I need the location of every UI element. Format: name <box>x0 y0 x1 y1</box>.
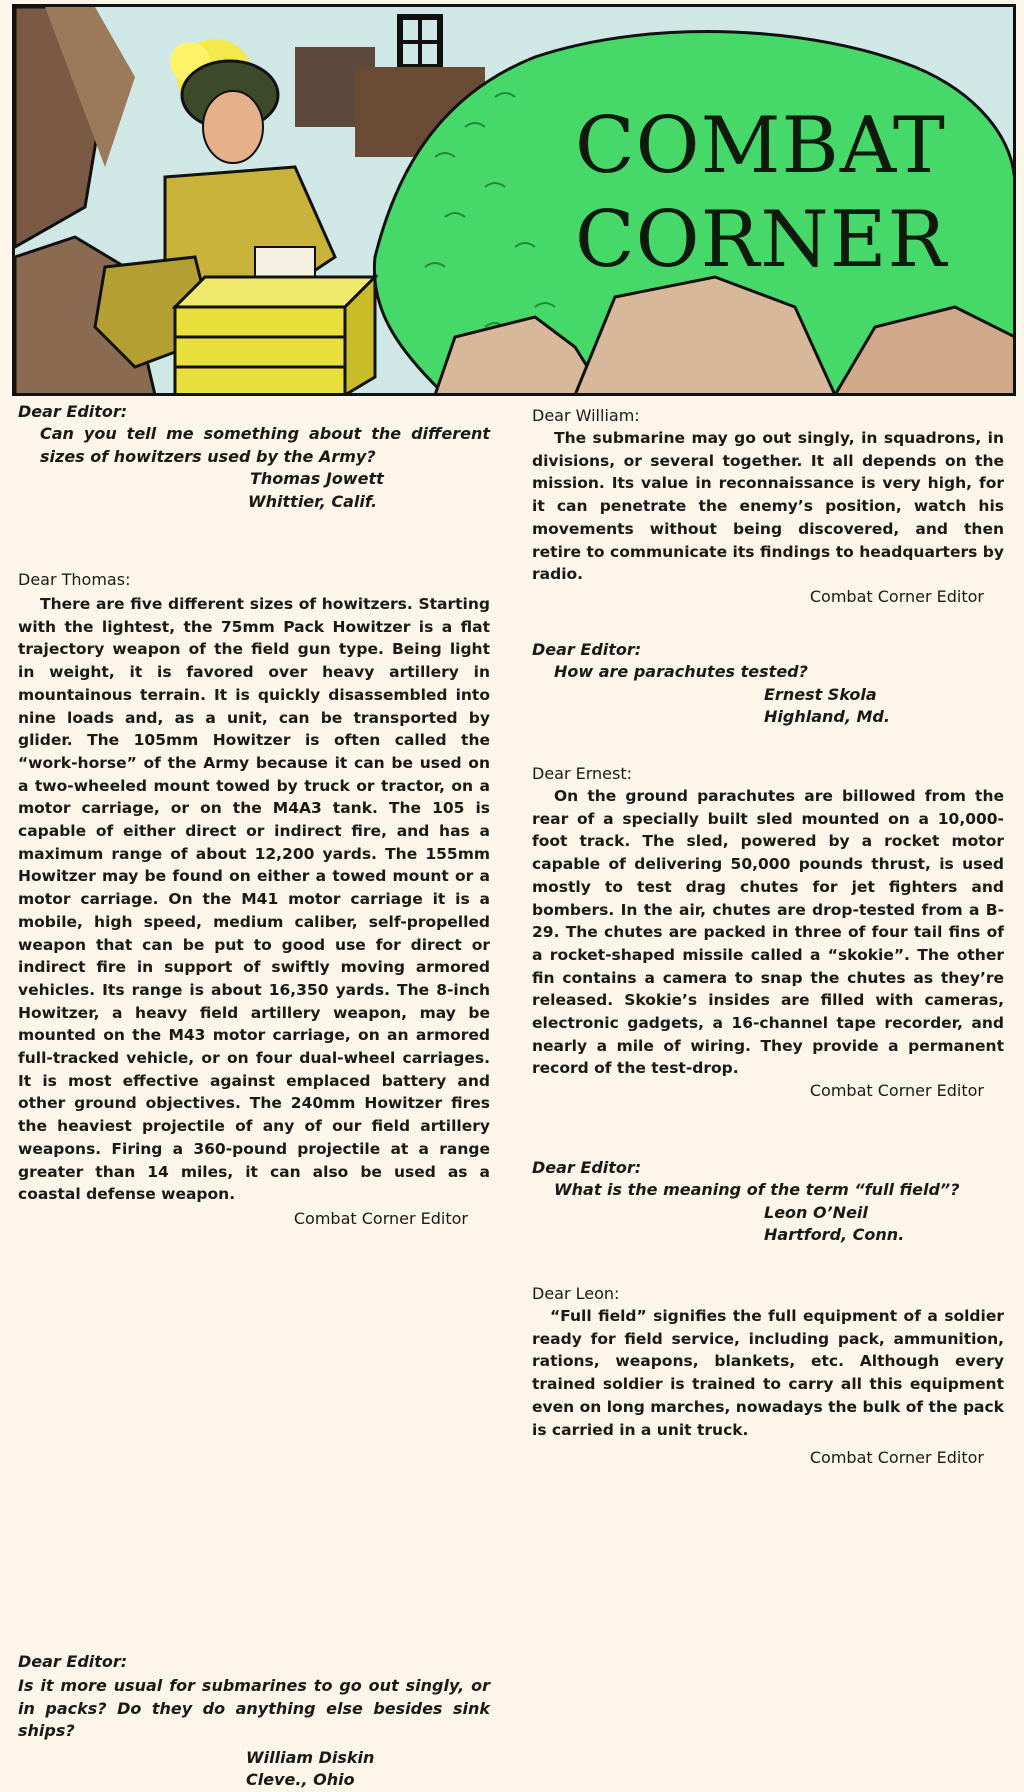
reply-body: On the ground parachutes are billowed from the rear of a specially built sled mounted on a 10,000-foot track. The sled, powered by a rocket motor capable of delivering 50,000 pounds thrust, is used mostly to test drag chutes for jet fighters and bombers. In the air, chutes are drop-tested from a B-29. The chutes are packed in three of four tail fins of a rocket-shaped missile called a “skokie”. The other fin contains a camera to snap the chutes as they’re released. Skokie’s insides are filled with cameras, electronic gadgets, a 16-channel tape recorder, and nearly a mile of wiring. They provide a permanent record of the test-drop. <box>532 787 1004 1078</box>
reply-body: “Full field” signifies the full equipment of a soldier ready for field service, including pack, ammunition, rations, weapons, blankets, etc. Although every trained soldier is trained to carry all this equipment even on long marches, nowadays the bulk of the pack is carried in a unit truck. <box>532 1307 1004 1439</box>
reply-body: The submarine may go out singly, in squadrons, in divisions, or several together. It all depends on the mission. Its value in reconnaissance is very high, for it can penetrate the enemy’s position, watch his movements without being discovered, and then retire to communicate its findings to headquarters by radio. <box>532 429 1004 584</box>
letter-thomas <box>18 400 490 513</box>
letter-author-place: Hartford, Conn. <box>764 1225 905 1244</box>
reply-ernest <box>532 762 1004 1102</box>
banner-title-line1: COMBAT <box>575 101 946 191</box>
reply-thomas <box>18 568 490 1230</box>
letter-salutation: Dear Editor: <box>532 640 642 659</box>
reply-william <box>532 404 1004 608</box>
letter-william <box>18 1650 490 1792</box>
wooden-crate-icon <box>175 277 375 395</box>
reply-leon <box>532 1282 1004 1469</box>
letter-question: Is it more usual for submarines to go out singly, or in packs? Do they do anything else besides sink ships? <box>18 1676 490 1740</box>
reply-body: There are five different sizes of howitzers. Starting with the lightest, the 75mm Pack Howitzer is a flat trajectory weapon of the field gun type. Being light in weight, it is favored over heavy artillery in mountainous terrain. It is quickly disassembled into nine loads and, as a unit, can be transported by glider. The 105mm Howitzer is often called the “work-horse” of the Army because it can be used on a two-wheeled mount towed by truck or tractor, on a motor carriage, or on the M4A3 tank. The 105 is capable of either direct or indirect fire, and has a maximum range of about 12,200 yards. The 155mm Howitzer may be found on either a towed mount or a motor carriage. On the M41 motor carriage it is a mobile, high speed, medium caliber, self-propelled weapon that can be put to good use for direct or indirect fire in support of swiftly moving armored vehicles. Its range is about 16,350 yards. The 8-inch Howitzer, a heavy field artillery weapon, may be mounted on the M43 motor carriage, on an armored full-tracked vehicle, or on four dual-wheel carriages. It is most effective against emplaced battery and other ground objectives. The 240mm Howitzer fires the heaviest projectile of any of our field artillery weapons. Firing a 360-pound projectile at a range greater than 14 miles, it can also be used as a coastal defense weapon. <box>18 595 490 1204</box>
letter-question: What is the meaning of the term “full field”? <box>554 1180 960 1199</box>
letter-author-name: Thomas Jowett <box>250 469 384 488</box>
letter-author-name: William Diskin <box>246 1747 375 1767</box>
combat-corner-banner <box>12 4 1016 396</box>
letter-question: Can you tell me something about the different sizes of howitzers used by the Army? <box>40 424 490 466</box>
letter-ernest <box>532 638 1004 729</box>
reply-editor-signature: Combat Corner Editor <box>809 1448 984 1468</box>
banner-title-line2: CORNER <box>575 195 948 285</box>
letter-author-place: Cleve., Ohio <box>246 1770 355 1789</box>
letter-salutation: Dear Editor: <box>532 1158 642 1177</box>
banner-title <box>575 99 948 287</box>
letter-salutation: Dear Editor: <box>18 1652 128 1671</box>
reply-editor-signature: Combat Corner Editor <box>809 1081 984 1101</box>
letter-leon <box>532 1156 1004 1247</box>
letter-author-place: Whittier, Calif. <box>248 491 378 511</box>
reply-editor-signature: Combat Corner Editor <box>293 1208 468 1228</box>
reply-salutation: Dear Thomas: <box>18 570 131 589</box>
letter-author-name: Leon O’Neil <box>764 1202 868 1222</box>
letter-salutation: Dear Editor: <box>18 402 128 421</box>
reply-salutation: Dear Leon: <box>532 1284 620 1303</box>
letter-author-place: Highland, Md. <box>764 707 890 726</box>
reply-salutation: Dear Ernest: <box>532 764 633 783</box>
letter-author-name: Ernest Skola <box>764 684 877 704</box>
letter-question: How are parachutes tested? <box>554 662 808 681</box>
reply-editor-signature: Combat Corner Editor <box>809 586 984 606</box>
reply-salutation: Dear William: <box>532 406 640 425</box>
